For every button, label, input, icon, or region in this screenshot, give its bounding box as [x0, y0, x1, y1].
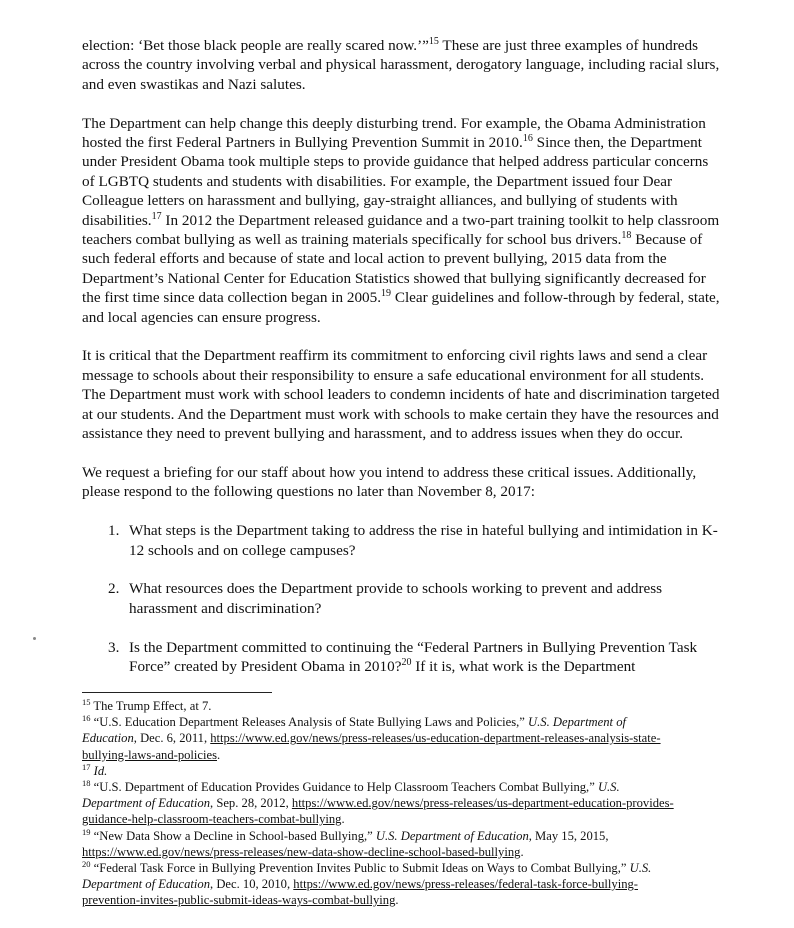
footnote-punct: .	[520, 844, 524, 859]
footnote-number: 20	[82, 859, 91, 870]
footnote-ref: 18	[621, 230, 632, 242]
letter-body	[82, 36, 722, 676]
footnote-text: “U.S. Department of Education Provides Guidance to Help Classroom Teachers Combat Bullying,”	[90, 780, 598, 795]
paragraph-text: The Department can help change this deeply disturbing trend. For example, the Obama Administration hosted the first Federal Partners in Bullying Prevention Summit in 2010.	[82, 114, 706, 152]
footnote-number: 17	[82, 761, 91, 772]
footnote	[82, 779, 682, 828]
paragraph	[82, 36, 722, 94]
question-text: What steps is the Department taking to address the rise in hateful bullying and intimidation in K-12 schools and on college campuses?	[129, 522, 718, 559]
footnote-ref: 17	[151, 210, 162, 222]
question-item	[82, 521, 722, 560]
footnote-source: Id.	[93, 763, 108, 778]
footnote-source: U.S. Department of Education	[82, 715, 626, 746]
paragraph-text: These are just three examples of hundreds across the country involving verbal and physical harassment, derogatory language, including racial slurs, and even swastikas and Nazi salutes.	[82, 37, 720, 93]
footnote-date: , Dec. 6, 2011,	[133, 731, 211, 746]
scan-speck	[33, 637, 36, 640]
question-number: 2.	[108, 580, 120, 598]
footnote-date: , Sep. 28, 2012,	[210, 796, 292, 811]
question-number: 1.	[108, 522, 120, 540]
footnote-text: “Federal Task Force in Bullying Prevention Invites Public to Submit Ideas on Ways to Combat Bullying,”	[90, 861, 630, 876]
footnote-link[interactable]: https://www.ed.gov/news/press-releases/new-data-show-decline-school-based-bullying	[82, 844, 521, 859]
footnote-text: “New Data Show a Decline in School-based Bullying,”	[90, 828, 376, 843]
paragraph-text: It is critical that the Department reaffirm its commitment to enforcing civil rights laws and send a clear message to schools about their responsibility to ensure a safe educational environment for all students. The Department must work with school leaders to condemn incidents of hate and discrimination targeted at our students. And the Department must work with schools to make certain they have the resources and assistance they need to prevent bullying and harassment, and to address issues when they do occur.	[82, 347, 720, 443]
paragraph-text: In 2012 the Department released guidance and a two-part training toolkit to help classroom teachers combat bullying as well as training materials specifically for school bus drivers.	[82, 211, 720, 249]
footnote-link[interactable]: https://www.ed.gov/news/press-releases/federal-task-force-bullying-prevention-invites-public-submit-ideas-ways-combat-bullying	[82, 877, 638, 908]
paragraph-text: election: ‘Bet those black people are really scared now.’”	[82, 37, 429, 54]
footnote	[82, 714, 682, 763]
footnote-date: , Dec. 10, 2010,	[210, 877, 294, 892]
footnotes	[82, 698, 682, 909]
footnote-number: 15	[82, 697, 91, 707]
paragraph-text: Since then, the Department under President Obama took multiple steps to provide guidance that helped address particular concerns of LGBTQ students and students with disabilities. For example, the Department issued four Dear Colleague letters on harassment and bullying, gay-straight alliances, and bullying of students with disabilities.	[82, 134, 709, 229]
footnote-punct: .	[395, 893, 399, 908]
footnote-link[interactable]: https://www.ed.gov/news/press-releases/us-department-education-provides-guidance-help-classroom-teachers-combat-bullying	[82, 796, 674, 827]
footnote-punct: .	[217, 747, 221, 762]
footnote	[82, 860, 682, 909]
footnote	[82, 828, 682, 860]
paragraph	[82, 114, 722, 327]
footnote-number: 16	[82, 713, 91, 724]
footnote	[82, 763, 682, 779]
footnote-number: 19	[82, 826, 91, 837]
footnote-number: 18	[82, 778, 91, 789]
footnote-source: U.S. Department of Education	[82, 861, 652, 892]
question-item	[82, 638, 722, 677]
footnote-source: U.S. Department of Education	[82, 780, 620, 811]
footnote-ref: 20	[401, 656, 412, 668]
question-text: What resources does the Department provide to schools working to prevent and address harassment and discrimination?	[129, 580, 663, 617]
footnote-date: , May 15, 2015,	[528, 828, 609, 843]
footnote-punct: .	[341, 812, 345, 827]
paragraph-text: Because of such federal efforts and because of state and local action to prevent bullying, 2015 data from the Department’s National Center for Education Statistics showed that bullying significantly decreased for the first time since data collection began in 2005.	[82, 231, 706, 307]
paragraph-text: Clear guidelines and follow-through by federal, state, and local agencies can ensure progress.	[82, 289, 720, 326]
question-text: If it is, what work is the Department	[411, 657, 636, 675]
footnote-link[interactable]: https://www.ed.gov/news/press-releases/us-education-department-releases-analysis-state-bullying-laws-and-policies	[82, 731, 661, 762]
question-item	[82, 579, 722, 618]
footnote-ref: 19	[381, 288, 392, 300]
footnote-text: The Trump Effect, at 7.	[90, 699, 212, 713]
footnote-ref: 15	[428, 36, 439, 47]
question-text: Is the Department committed to continuing the “Federal Partners in Bullying Prevention Task Force” created by President Obama in 2010?	[129, 638, 698, 675]
paragraph-text: We request a briefing for our staff about how you intend to address these critical issues. Additionally, please respond to the following questions no later than November 8, 2017:	[82, 463, 697, 501]
paragraph	[82, 463, 722, 502]
footnote-ref: 16	[522, 133, 533, 145]
footnote	[82, 698, 682, 714]
footnote-text: “U.S. Education Department Releases Analysis of State Bullying Laws and Policies,”	[90, 715, 529, 730]
footnote-divider	[82, 692, 272, 693]
question-number: 3.	[108, 638, 120, 656]
paragraph	[82, 346, 722, 443]
footnote-source: U.S. Department of Education	[375, 828, 529, 843]
